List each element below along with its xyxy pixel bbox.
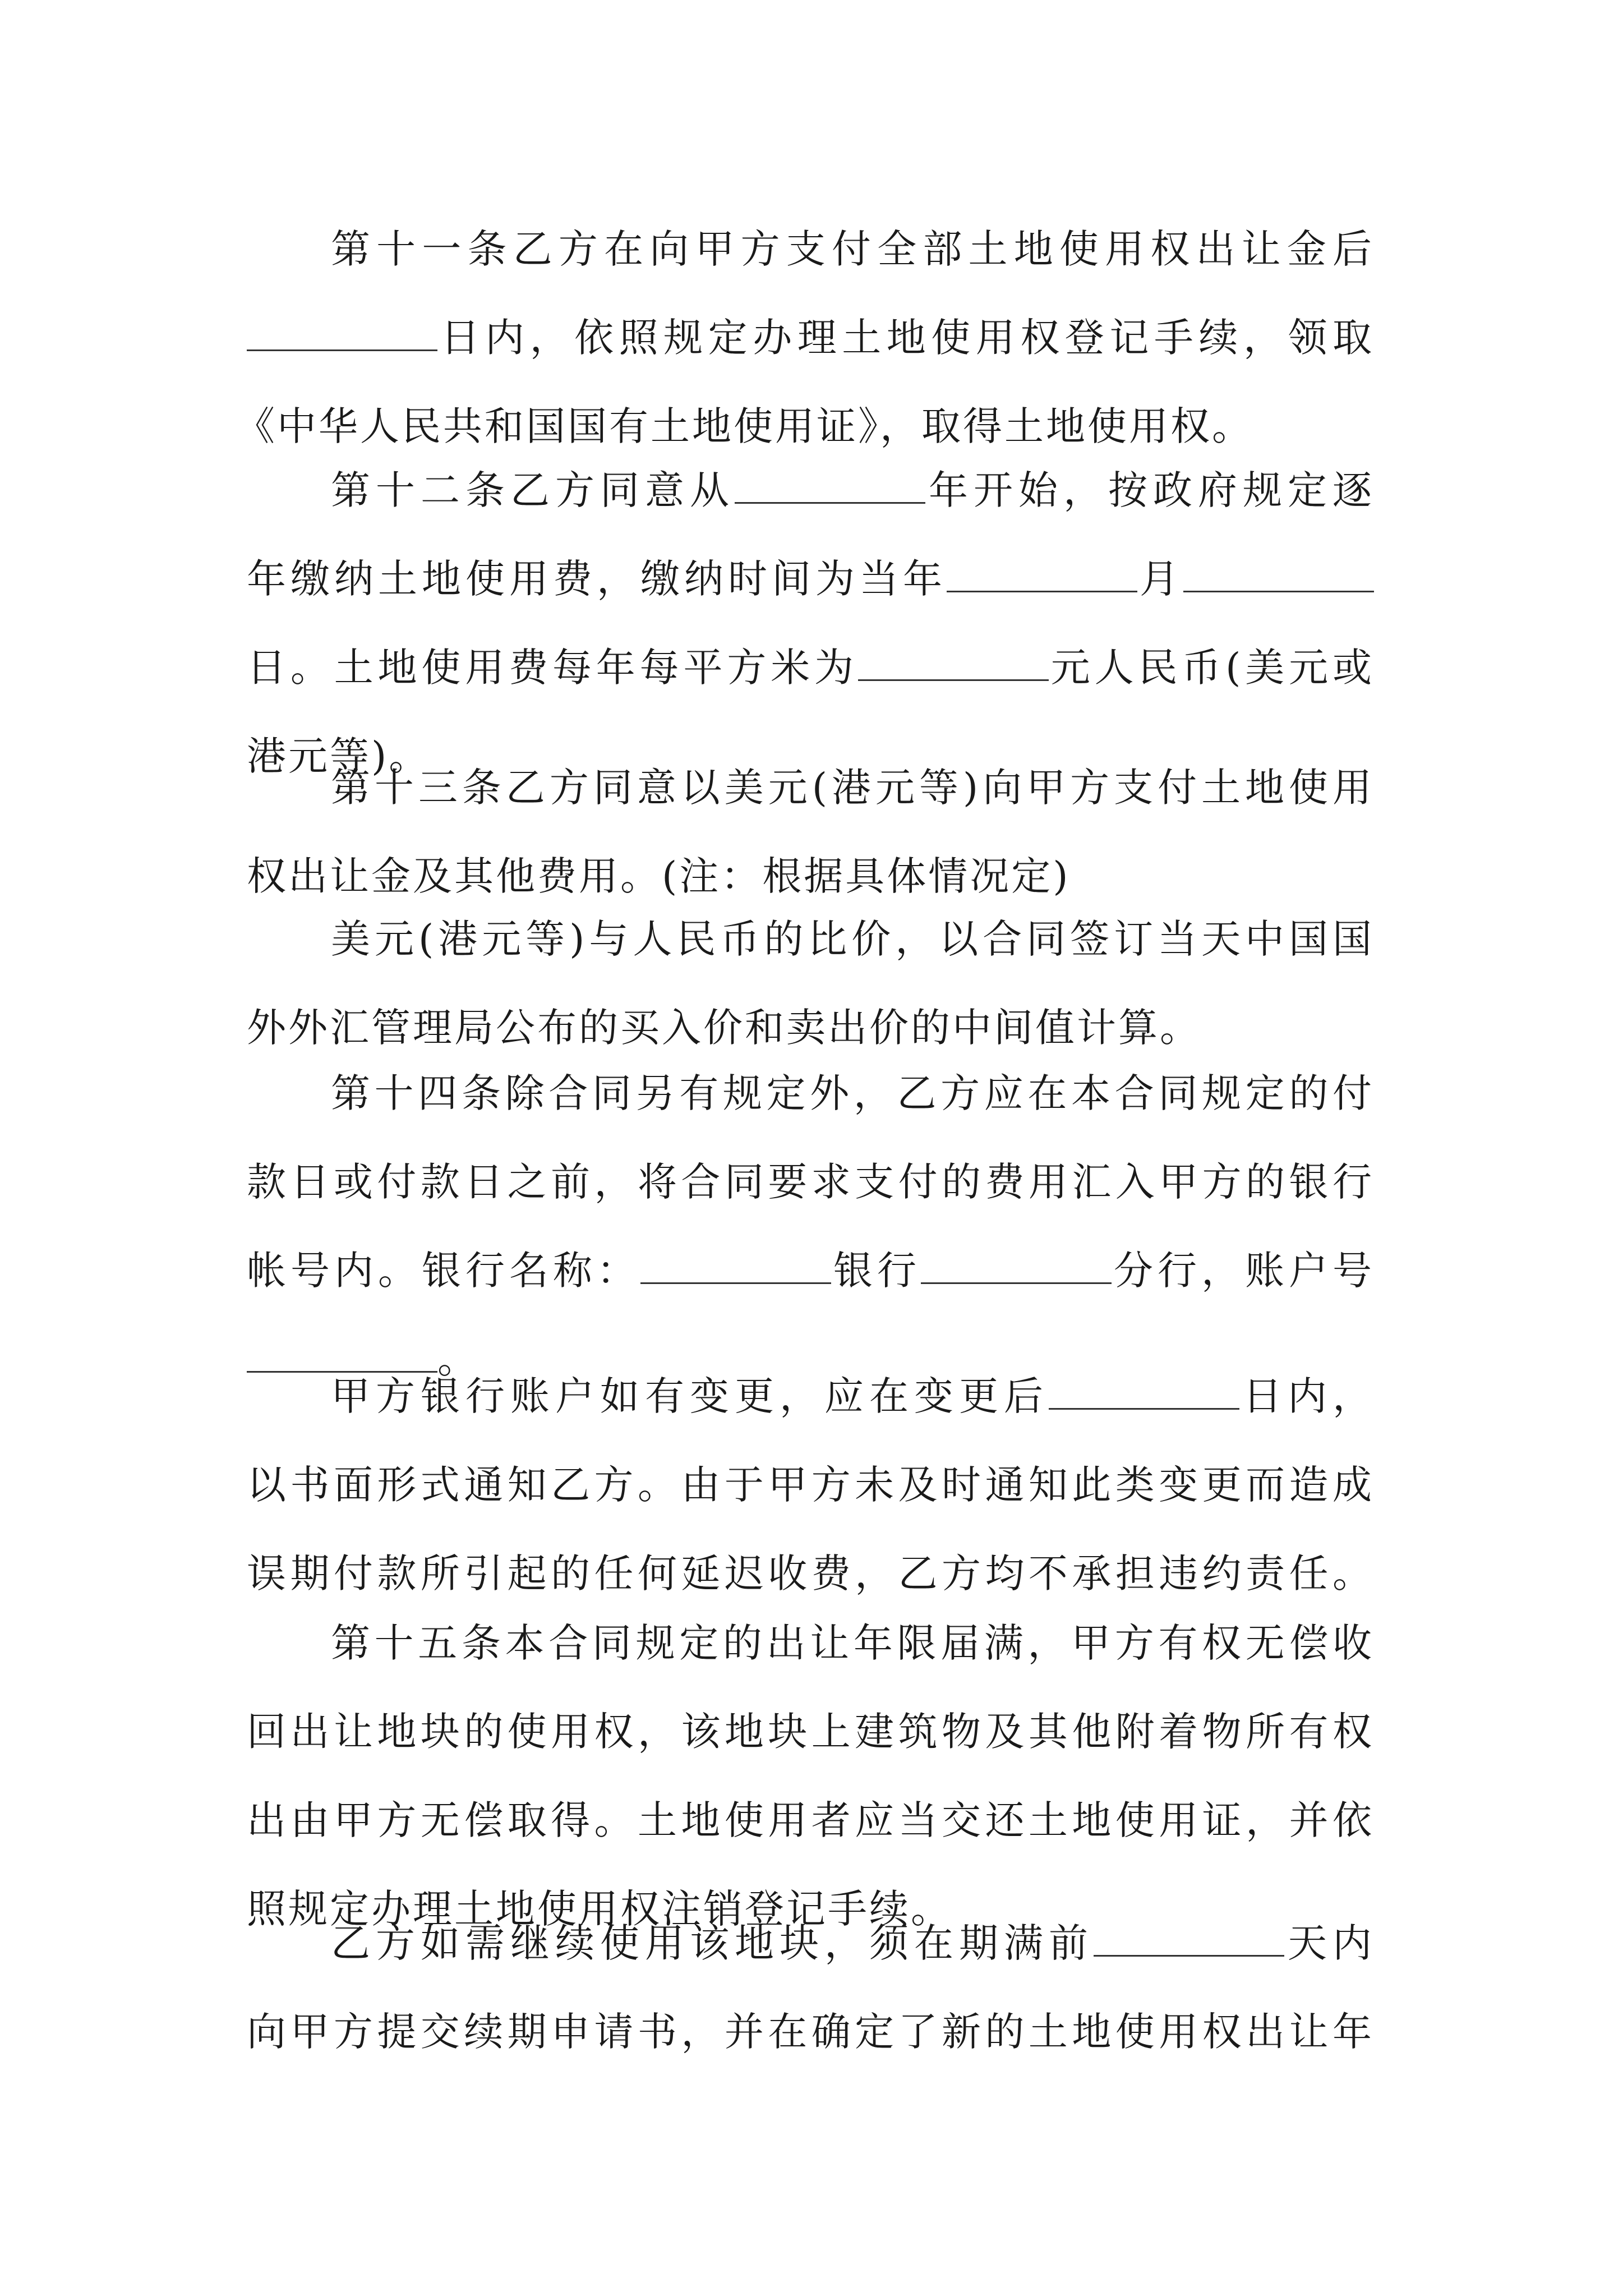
fill-in-blank[interactable] bbox=[640, 1246, 831, 1284]
fill-in-blank[interactable] bbox=[735, 466, 925, 504]
text-run: 权出让金及其他费用。(注：根据具体情况定) bbox=[247, 853, 1071, 899]
text-run: 第十三条乙方同意以美元(港元等)向甲方支付土地使用 bbox=[331, 765, 1374, 811]
text-line bbox=[247, 1441, 1374, 1529]
fill-in-blank[interactable] bbox=[1183, 555, 1374, 592]
fill-in-blank[interactable] bbox=[921, 1246, 1112, 1284]
text-line bbox=[247, 623, 1374, 712]
text-run: 日内，依照规定办理土地使用权登记手续，领取 bbox=[437, 315, 1374, 361]
text-line bbox=[247, 895, 1374, 983]
text-line bbox=[247, 1049, 1374, 1138]
text-run: 帐号内。银行名称： bbox=[247, 1248, 640, 1294]
text-run: 第十二条乙方同意从 bbox=[331, 467, 735, 513]
text-line bbox=[247, 535, 1374, 623]
text-line bbox=[247, 1226, 1374, 1315]
text-line bbox=[247, 1599, 1374, 1687]
text-run: 日。土地使用费每年每平方米为 bbox=[247, 645, 858, 691]
text-run: 天内 bbox=[1284, 1920, 1374, 1966]
text-run: 银行 bbox=[831, 1248, 921, 1294]
text-run: 分行，账户号 bbox=[1112, 1248, 1374, 1294]
text-run: 年缴纳土地使用费，缴纳时间为当年 bbox=[247, 556, 947, 602]
text-run: 出由甲方无偿取得。土地使用者应当交还土地使用证，并依 bbox=[247, 1797, 1374, 1843]
article-11 bbox=[236, 205, 1374, 471]
text-line bbox=[247, 1138, 1374, 1226]
text-run: 甲方银行账户如有变更，应在变更后 bbox=[331, 1373, 1049, 1419]
text-run: 照规定办理土地使用权注销登记手续。 bbox=[247, 1886, 952, 1932]
text-line bbox=[247, 1352, 1374, 1441]
text-run: 美元(港元等)与人民币的比价，以合同签订当天中国国 bbox=[331, 916, 1374, 962]
article-14 bbox=[247, 1049, 1374, 1404]
text-line bbox=[247, 446, 1374, 535]
text-run: 款日或付款日之前，将合同要求支付的费用汇入甲方的银行 bbox=[247, 1159, 1374, 1205]
text-run: 以书面形式通知乙方。由于甲方未及时通知此类变更而造成 bbox=[247, 1462, 1374, 1508]
text-run: 乙方如需继续使用该地块，须在期满前 bbox=[331, 1920, 1094, 1966]
text-run: 第十五条本合同规定的出让年限届满，甲方有权无偿收 bbox=[331, 1620, 1374, 1666]
text-run: 第十一条乙方在向甲方支付全部土地使用权出让金后 bbox=[331, 226, 1374, 272]
text-run: 元人民币(美元或 bbox=[1048, 645, 1375, 691]
text-run: 年开始，按政府规定逐 bbox=[925, 467, 1374, 513]
text-line bbox=[247, 1987, 1374, 2076]
fill-in-blank[interactable] bbox=[1049, 1372, 1239, 1410]
text-run: 误期付款所引起的任何延迟收费，乙方均不承担违约责任。 bbox=[247, 1550, 1374, 1596]
text-run: 第十四条除合同另有规定外，乙方应在本合同规定的付 bbox=[331, 1070, 1374, 1116]
bank-account-change-clause bbox=[247, 1352, 1374, 1618]
text-run: 外外汇管理局公布的买入价和卖出价的中间值计算。 bbox=[247, 1005, 1201, 1051]
text-line bbox=[247, 1776, 1374, 1865]
renewal-clause bbox=[247, 1899, 1374, 2076]
fill-in-blank[interactable] bbox=[858, 643, 1049, 681]
text-run: 月 bbox=[1137, 556, 1183, 602]
text-line bbox=[247, 743, 1374, 832]
text-run: 向甲方提交续期申请书，并在确定了新的土地使用权出让年 bbox=[247, 2009, 1374, 2055]
fill-in-blank[interactable] bbox=[247, 314, 437, 351]
article-13 bbox=[247, 743, 1374, 921]
text-run: 港元等)。 bbox=[247, 733, 431, 779]
text-run: 。 bbox=[437, 1336, 479, 1382]
fill-in-blank[interactable] bbox=[947, 555, 1137, 592]
text-line bbox=[247, 293, 1374, 382]
text-line bbox=[247, 205, 1374, 293]
text-run: 回出让地块的使用权，该地块上建筑物及其他附着物所有权 bbox=[247, 1709, 1374, 1755]
fill-in-blank[interactable] bbox=[1094, 1919, 1284, 1957]
text-line bbox=[247, 1899, 1374, 1987]
text-run: 《中华人民共和国国有土地使用证》，取得土地使用权。 bbox=[236, 403, 1253, 449]
text-run: 日内， bbox=[1239, 1373, 1374, 1419]
text-line bbox=[247, 1687, 1374, 1776]
exchange-rate-clause bbox=[247, 895, 1374, 1072]
